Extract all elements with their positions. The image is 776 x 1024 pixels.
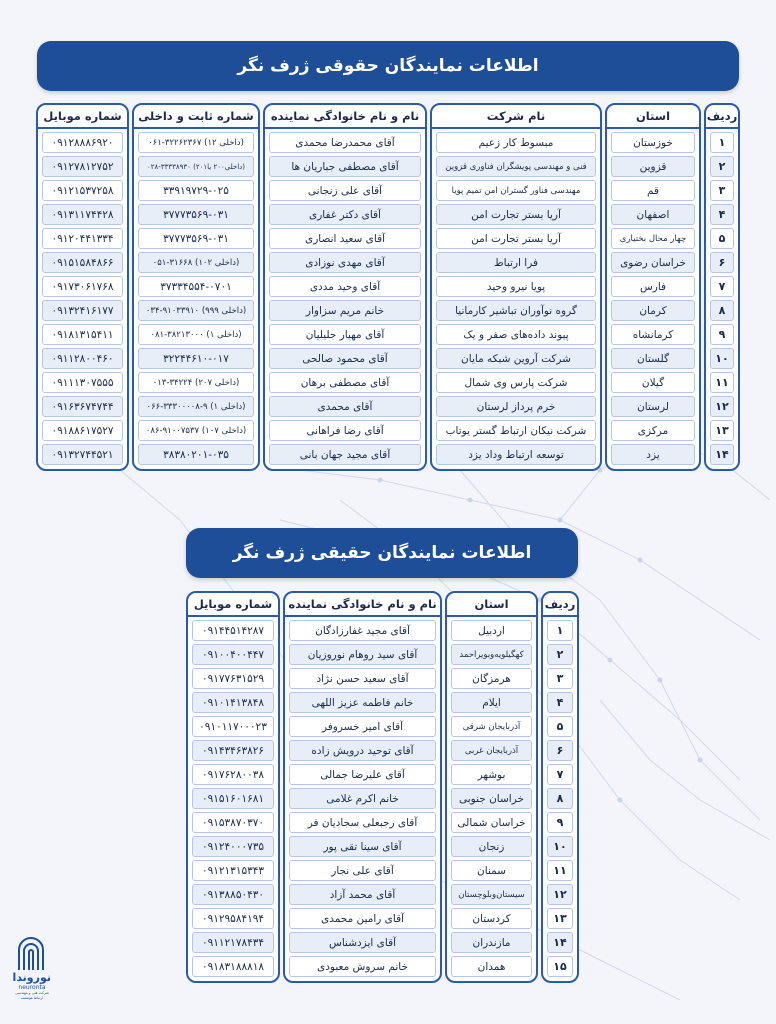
real-n-cell: ۱۱ (547, 860, 573, 881)
real-rep-cell: آقای محمد آزاد (289, 884, 436, 905)
real-n-cell: ۱۴ (547, 932, 573, 953)
real-mobile-cell: ۰۹۱۷۶۲۸۰۰۳۸ (192, 764, 274, 785)
legal-header-rep: نام و نام خانوادگی نماینده (265, 105, 425, 129)
logo-name-fa: نوروندا (12, 971, 51, 984)
real-n-cell: ۴ (547, 692, 573, 713)
legal-province-cell: چهار محال بختیاری (611, 228, 695, 249)
legal-n-cell: ۱۳ (710, 420, 734, 441)
legal-mobile-cell: ۰۹۱۲۱۵۳۷۲۵۸ (42, 180, 123, 201)
real-province-cell: کهگیلویه‌وبویراحمد (451, 644, 532, 665)
real-mobile-cell: ۰۹۱۵۱۶۰۱۶۸۱ (192, 788, 274, 809)
legal-n-cell: ۵ (710, 228, 734, 249)
real-n-cell: ۵ (547, 716, 573, 737)
real-rep-cell: آقای رامین محمدی (289, 908, 436, 929)
legal-col-row (704, 103, 740, 471)
real-rep-cell: خانم فاطمه عزیز اللهی (289, 692, 436, 713)
legal-mobile-cell: ۰۹۱۲۷۸۱۲۷۵۲ (42, 156, 123, 177)
real-mobile-cell: ۰۹۱۰۰۴۰۰۴۴۷ (192, 644, 274, 665)
legal-company-cell: توسعه ارتباط وداد یزد (436, 444, 596, 465)
real-mobile-cell: ۰۹۱۲۱۳۱۵۳۴۳ (192, 860, 274, 881)
real-n-cell: ۱۵ (547, 956, 573, 977)
real-col-row (541, 591, 579, 983)
legal-phone-cell: (داخلی ۱۰۲) ۳۱۶۶۸-۰۵۱ (138, 252, 254, 273)
legal-col-rep (263, 103, 427, 471)
real-province-cell: مازندران (451, 932, 532, 953)
real-rep-cell: آقای امیر خسروفر (289, 716, 436, 737)
real-province-cell: آذربایجان شرقی (451, 716, 532, 737)
real-rep-cell: آقای علیرضا جمالی (289, 764, 436, 785)
legal-phone-cell: ۳۲۲۴۴۶۱۰-۰۱۷ (138, 348, 254, 369)
legal-company-cell: آریا بستر تجارت امن (436, 204, 596, 225)
real-title-bar (186, 528, 578, 578)
real-n-cell: ۷ (547, 764, 573, 785)
legal-n-cell: ۷ (710, 276, 734, 297)
real-n-cell: ۳ (547, 668, 573, 689)
real-mobile-cell: ۰۹۱۲۹۵۸۴۱۹۴ (192, 908, 274, 929)
real-title: اطلاعات نمایندگان حقیقی ژرف نگر (232, 543, 532, 563)
legal-company-cell: آریا بستر تجارت امن (436, 228, 596, 249)
legal-company-cell: فرا ارتباط (436, 252, 596, 273)
legal-phone-cell: ۳۷۳۳۴۵۵۴-۰۷۰۱ (138, 276, 254, 297)
legal-mobile-cell: ۰۹۱۳۱۱۷۴۴۲۸ (42, 204, 123, 225)
legal-title-bar (37, 41, 739, 91)
real-header-row: ردیف (543, 593, 577, 617)
real-n-cell: ۸ (547, 788, 573, 809)
legal-col-mobile (36, 103, 129, 471)
legal-rep-cell: آقای مهیار جلیلیان (269, 324, 421, 345)
real-province-cell: بوشهر (451, 764, 532, 785)
real-header-province: استان (447, 593, 536, 617)
legal-col-company (430, 103, 602, 471)
legal-rep-cell: آقای دکتر غفاری (269, 204, 421, 225)
real-province-cell: کردستان (451, 908, 532, 929)
legal-company-cell: شرکت پارس وی شمال (436, 372, 596, 393)
real-mobile-cell: ۰۹۱۴۴۵۱۴۲۸۷ (192, 620, 274, 641)
legal-phone-cell: (داخلی ۲۰۷) ۳۴۲۲۴-۰۱۳ (138, 372, 254, 393)
real-province-cell: خراسان شمالی (451, 812, 532, 833)
real-n-cell: ۲ (547, 644, 573, 665)
legal-province-cell: فارس (611, 276, 695, 297)
legal-phone-cell: ۳۳۹۱۹۷۲۹-۰۲۵ (138, 180, 254, 201)
real-province-cell: همدان (451, 956, 532, 977)
legal-n-cell: ۴ (710, 204, 734, 225)
logo-name-en: neuronta (18, 984, 46, 991)
real-province-cell: خراسان جنوبی (451, 788, 532, 809)
real-mobile-cell: ۰۹۱۲۴۰۰۰۷۳۵ (192, 836, 274, 857)
real-province-cell: اردبیل (451, 620, 532, 641)
legal-n-cell: ۱ (710, 132, 734, 153)
legal-rep-cell: آقای محمدی (269, 396, 421, 417)
legal-n-cell: ۳ (710, 180, 734, 201)
legal-phone-cell: ۳۷۷۷۳۵۶۹-۰۳۱ (138, 204, 254, 225)
legal-phone-cell: (داخلی ۱) ۳۸۲۱۳۰۰۰-۰۸۱ (138, 324, 254, 345)
legal-phone-cell: (داخلی۲۰۰ یا۲۰۱) ۳۳۳۳۸۹۳۰-۰۲۸ (138, 156, 254, 177)
legal-rep-cell: آقای محمود صالحی (269, 348, 421, 369)
real-header-mobile: شماره موبایل (188, 593, 278, 617)
legal-col-phone (132, 103, 260, 471)
real-rep-cell: آقای سینا تقی پور (289, 836, 436, 857)
legal-phone-cell: (داخلی ۱) ۹-۳۳۳۰۰۰۰۸-۰۶۶ (138, 396, 254, 417)
real-n-cell: ۱۲ (547, 884, 573, 905)
legal-company-cell: فنی و مهندسی پویشگران فناوری قزوین (436, 156, 596, 177)
legal-province-cell: یزد (611, 444, 695, 465)
real-province-cell: آذربایجان غربی (451, 740, 532, 761)
legal-province-cell: گیلان (611, 372, 695, 393)
legal-rep-cell: آقای مصطفی جباریان ها (269, 156, 421, 177)
legal-company-cell: خرم پرداز لرستان (436, 396, 596, 417)
legal-rep-cell: آقای وحید مددی (269, 276, 421, 297)
real-col-rep (283, 591, 442, 983)
legal-n-cell: ۶ (710, 252, 734, 273)
legal-phone-cell: ۳۷۷۷۳۵۶۹-۰۳۱ (138, 228, 254, 249)
legal-rep-cell: آقای محمدرضا محمدی (269, 132, 421, 153)
legal-n-cell: ۱۴ (710, 444, 734, 465)
legal-rep-cell: آقای سعید انصاری (269, 228, 421, 249)
legal-mobile-cell: ۰۹۱۱۱۳۰۷۵۵۵ (42, 372, 123, 393)
legal-province-cell: خوزستان (611, 132, 695, 153)
real-n-cell: ۱ (547, 620, 573, 641)
legal-rep-cell: آقای رضا فراهانی (269, 420, 421, 441)
legal-phone-cell: ۳۸۳۸۰۲۰۱-۰۳۵ (138, 444, 254, 465)
logo-text (13, 972, 51, 1001)
legal-mobile-cell: ۰۹۱۸۱۳۱۵۴۱۱ (42, 324, 123, 345)
real-mobile-cell: ۰۹۱۱۲۱۷۸۴۳۴ (192, 932, 274, 953)
real-n-cell: ۱۳ (547, 908, 573, 929)
legal-mobile-cell: ۰۹۱۳۲۷۴۴۵۲۱ (42, 444, 123, 465)
legal-mobile-cell: ۰۹۱۶۳۶۷۴۷۴۴ (42, 396, 123, 417)
real-province-cell: سیستان‌وبلوچستان (451, 884, 532, 905)
legal-mobile-cell: ۰۹۱۲۸۸۸۶۹۲۰ (42, 132, 123, 153)
legal-n-cell: ۱۱ (710, 372, 734, 393)
legal-rep-cell: خانم مریم سزاوار (269, 300, 421, 321)
legal-company-cell: گروه نوآوران تباشیر کارمانیا (436, 300, 596, 321)
legal-company-cell: مبسوط کار زعیم (436, 132, 596, 153)
legal-company-cell: شرکت نیکان ارتباط گستر یوتاب (436, 420, 596, 441)
legal-province-cell: گلستان (611, 348, 695, 369)
legal-header-row: ردیف (706, 105, 738, 129)
legal-rep-cell: آقای مهدی نوزادی (269, 252, 421, 273)
legal-phone-cell: (داخلی ۱۰۷) ۹۱۰۰۷۵۳۷-۰۸۶ (138, 420, 254, 441)
legal-header-phone: شماره ثابت و داخلی (134, 105, 258, 129)
legal-company-cell: پویا نیرو وحید (436, 276, 596, 297)
real-n-cell: ۱۰ (547, 836, 573, 857)
legal-province-cell: کرمانشاه (611, 324, 695, 345)
legal-province-cell: کرمان (611, 300, 695, 321)
real-mobile-cell: ۰۹۱۰۱۴۱۳۸۴۸ (192, 692, 274, 713)
real-province-cell: هرمزگان (451, 668, 532, 689)
real-province-cell: زنجان (451, 836, 532, 857)
legal-province-cell: مرکزی (611, 420, 695, 441)
real-mobile-cell: ۰۹۱۰۱۱۷۰۰۰۲۳ (192, 716, 274, 737)
legal-province-cell: اصفهان (611, 204, 695, 225)
real-rep-cell: آقای سید روهام نوروزیان (289, 644, 436, 665)
legal-mobile-cell: ۰۹۱۲۰۴۴۱۳۳۴ (42, 228, 123, 249)
legal-rep-cell: آقای مجید جهان بانی (269, 444, 421, 465)
real-rep-cell: آقای مجید غفارزادگان (289, 620, 436, 641)
real-rep-cell: خانم اکرم غلامی (289, 788, 436, 809)
real-col-mobile (186, 591, 280, 983)
real-rep-cell: آقای توحید درویش زاده (289, 740, 436, 761)
legal-phone-cell: (داخلی ۹۹۹) ۹۱۰۳۳۹۱۰-۰۳۴ (138, 300, 254, 321)
legal-col-province (605, 103, 701, 471)
legal-province-cell: خراسان رضوی (611, 252, 695, 273)
real-mobile-cell: ۰۹۱۸۳۱۸۸۸۱۸ (192, 956, 274, 977)
real-rep-cell: آقای ایزدشناس (289, 932, 436, 953)
legal-mobile-cell: ۰۹۱۸۸۶۱۷۵۲۷ (42, 420, 123, 441)
legal-mobile-cell: ۰۹۱۱۲۸۰۰۴۶۰ (42, 348, 123, 369)
real-mobile-cell: ۰۹۱۳۸۸۵۰۴۳۰ (192, 884, 274, 905)
real-rep-cell: خانم سروش معبودی (289, 956, 436, 977)
legal-mobile-cell: ۰۹۱۳۲۴۱۶۱۷۷ (42, 300, 123, 321)
legal-n-cell: ۲ (710, 156, 734, 177)
real-mobile-cell: ۰۹۱۵۳۸۷۰۳۷۰ (192, 812, 274, 833)
legal-n-cell: ۱۲ (710, 396, 734, 417)
real-mobile-cell: ۰۹۱۴۳۴۶۳۸۲۶ (192, 740, 274, 761)
legal-header-company: نام شرکت (432, 105, 600, 129)
legal-province-cell: قزوین (611, 156, 695, 177)
legal-province-cell: لرستان (611, 396, 695, 417)
legal-header-province: استان (607, 105, 699, 129)
legal-rep-cell: آقای مصطفی برهان (269, 372, 421, 393)
real-rep-cell: آقای علی نجار (289, 860, 436, 881)
real-rep-cell: آقای رجبعلی سجادیان فر (289, 812, 436, 833)
real-n-cell: ۶ (547, 740, 573, 761)
real-province-cell: سمنان (451, 860, 532, 881)
legal-mobile-cell: ۰۹۱۷۳۰۶۱۷۶۸ (42, 276, 123, 297)
real-province-cell: ایلام (451, 692, 532, 713)
real-n-cell: ۹ (547, 812, 573, 833)
legal-n-cell: ۸ (710, 300, 734, 321)
real-rep-cell: آقای سعید حسن نژاد (289, 668, 436, 689)
legal-header-mobile: شماره موبایل (38, 105, 127, 129)
legal-company-cell: شرکت آروین شبکه مایان (436, 348, 596, 369)
real-col-province (445, 591, 538, 983)
legal-mobile-cell: ۰۹۱۵۱۵۸۴۸۶۶ (42, 252, 123, 273)
legal-rep-cell: آقای علی زنجانی (269, 180, 421, 201)
legal-company-cell: پیوند داده‌های صفر و یک (436, 324, 596, 345)
logo-subtitle: شرکت فنی و مهندسی ارتباط هوشمند (15, 991, 49, 1000)
legal-phone-cell: (داخلی ۱۲) ۳۲۲۶۲۳۶۷-۰۶۱ (138, 132, 254, 153)
legal-province-cell: قم (611, 180, 695, 201)
legal-title: اطلاعات نمایندگان حقوقی ژرف نگر (237, 56, 539, 76)
legal-n-cell: ۱۰ (710, 348, 734, 369)
real-header-rep: نام و نام خانوادگی نماینده (285, 593, 440, 617)
legal-company-cell: مهندسی فناور گستران امن تمیم پویا (436, 180, 596, 201)
real-mobile-cell: ۰۹۱۷۷۶۳۱۵۲۹ (192, 668, 274, 689)
legal-n-cell: ۹ (710, 324, 734, 345)
